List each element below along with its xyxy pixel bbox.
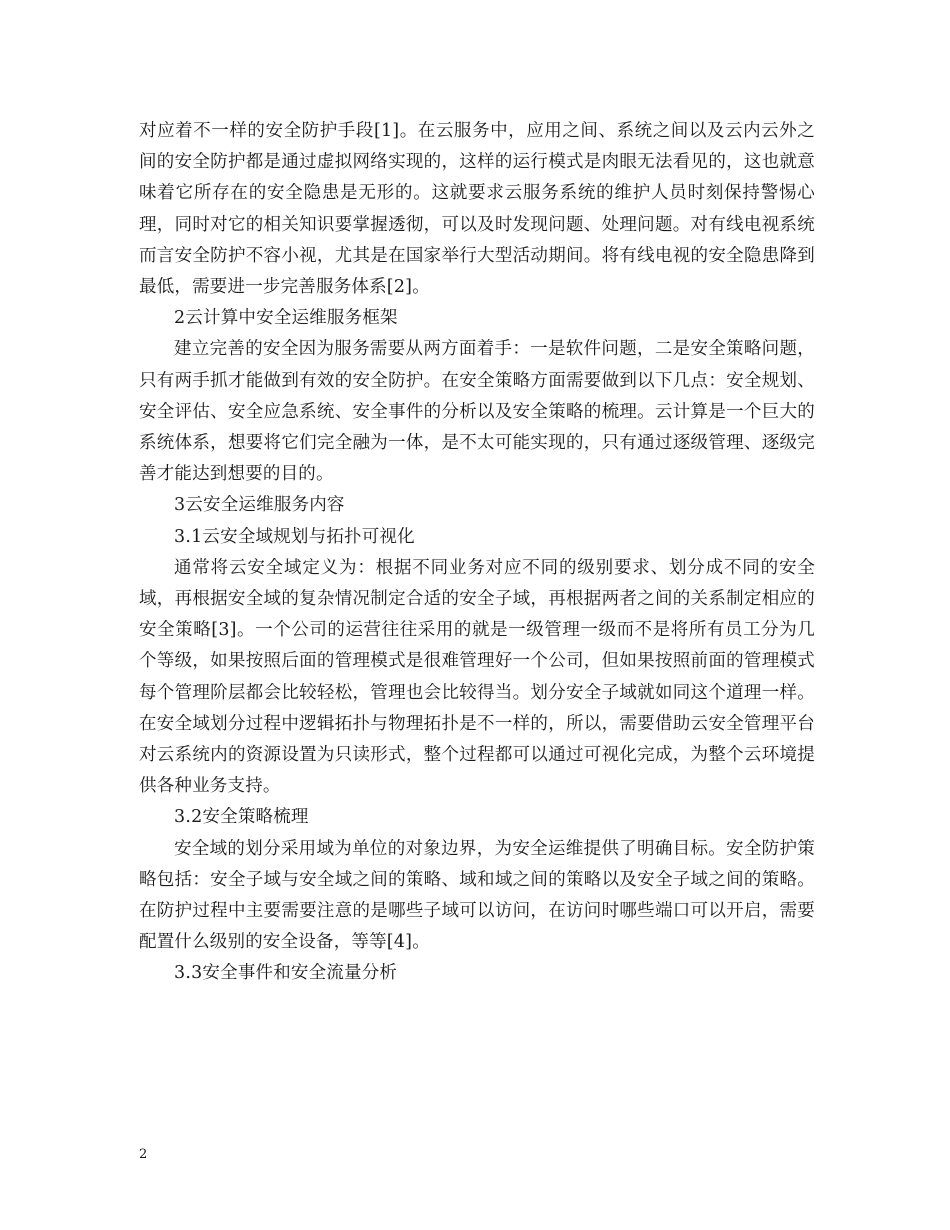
paragraph-intro-continued: 对应着不一样的安全防护手段[1]。在云服务中，应用之间、系统之间以及云内云外之间的安全防护都是通过虚拟网络实现的，这样的运行模式是肉眼无法看见的，这也就意味着它所存在的安全隐患是无形的。这就要求云服务系统的维护人员时刻保持警惕心理，同时对它的相关知识要掌握透彻，可以及时发现问题、处理问题。对有线电视系统而言安全防护不容小视，尤其是在国家举行大型活动期间。将有线电视的安全隐患降到最低，需要进一步完善服务体系[2]。 [139, 121, 815, 298]
page-number: 2 [139, 1147, 148, 1162]
section-heading-2: 2云计算中安全运维服务框架 [174, 308, 398, 329]
section-heading-3: 3云安全运维服务内容 [174, 495, 345, 516]
paragraph-section-3-2: 安全域的划分采用域为单位的对象边界，为安全运维提供了明确目标。安全防护策略包括：安全子域与安全域之间的策略、域和域之间的策略以及安全子域之间的策略。在防护过程中主要需要注意的是哪些子域可以访问，在访问时哪些端口可以开启，需要配置什么级别的安全设备，等等[4]。 [139, 838, 815, 953]
subsection-heading-3-2: 3.2安全策略梳理 [174, 807, 309, 828]
paragraph-section-2: 建立完善的安全因为服务需要从两方面着手：一是软件问题，二是安全策略问题，只有两手抓才能做到有效的安全防护。在安全策略方面需要做到以下几点：安全规划、安全评估、安全应急系统、安全事件的分析以及安全策略的梳理。云计算是一个巨大的系统体系，想要将它们完全融为一体，是不太可能实现的，只有通过逐级管理、逐级完善才能达到想要的目的。 [139, 339, 815, 485]
subsection-heading-3-1: 3.1云安全域规划与拓扑可视化 [174, 526, 415, 547]
paragraph-section-3-1: 通常将云安全域定义为：根据不同业务对应不同的级别要求、划分成不同的安全域，再根据安全域的复杂情况制定合适的安全子域，再根据两者之间的关系制定相应的安全策略[3]。一个公司的运营往往采用的就是一级管理一级而不是将所有员工分为几个等级，如果按照后面的管理模式是很难管理好一个公司，但如果按照前面的管理模式每个管理阶层都会比较轻松，管理也会比较得当。划分安全子域就如同这个道理一样。在安全域划分过程中逻辑拓扑与物理拓扑是不一样的，所以，需要借助云安全管理平台对云系统内的资源设置为只读形式，整个过程都可以通过可视化完成，为整个云环境提供各种业务支持。 [139, 557, 815, 797]
document-body [139, 116, 815, 990]
subsection-heading-3-3: 3.3安全事件和安全流量分析 [174, 963, 398, 984]
